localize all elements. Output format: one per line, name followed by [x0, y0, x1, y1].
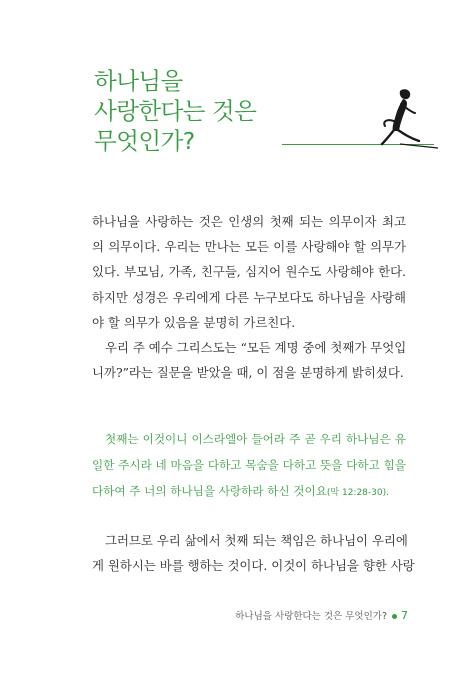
- quote-line: 일한 주시라 네 마음을 다하고 목숨을 다하고 뜻을 다하고 힘을: [92, 457, 406, 472]
- chapter-title-line-2: 사랑한다는 것은: [94, 97, 257, 125]
- quote-line-last: [92, 479, 406, 507]
- paragraph-3: [92, 528, 415, 578]
- scripture-reference: (막 12:28-30).: [326, 487, 389, 498]
- running-title: 하나님을 사랑한다는 것은 무엇인가?: [235, 611, 387, 622]
- paragraph-1: [92, 209, 406, 335]
- figure-front-leg: [382, 130, 394, 144]
- paragraph-1-line: 하나님을 사랑하는 것은 인생의 첫째 되는 의무이자 최고: [92, 214, 406, 229]
- page-number: 7: [401, 609, 408, 622]
- quote-line: 첫째는 이것이니 이스라엘아 들어라 주 곧 우리 하나님은 유: [105, 432, 406, 446]
- figure-head: [400, 89, 410, 99]
- page-footer: [235, 608, 408, 622]
- paragraph-1-line: 있다. 부모님, 가족, 친구들, 심지어 원수도 사랑해야 한다.: [92, 264, 406, 280]
- paragraph-2-line: 니까?”라는 질문을 받았을 때, 이 점을 분명하게 밝히셨다.: [92, 365, 404, 381]
- paragraph-1-line: 의 의무이다. 우리는 만나는 모든 이를 사랑해야 할 의무가: [92, 239, 406, 255]
- bullet-dot-icon: [392, 614, 397, 619]
- paragraph-3-line: 그러므로 우리 삶에서 첫째 되는 책임은 하나님이 우리에: [105, 533, 408, 548]
- scripture-quote: [92, 427, 406, 506]
- paragraph-2-line: 우리 주 예수 그리스도는 “모든 계명 중에 첫째가 무엇입: [105, 340, 407, 356]
- body-paragraphs: [92, 209, 406, 385]
- paragraph-3-line: 게 원하시는 바를 행하는 것이다. 이것이 하나님을 향한 사랑: [92, 558, 415, 574]
- chapter-title-line-3: 무엇인가?: [94, 127, 195, 155]
- chapter-title: [94, 66, 256, 156]
- figure-body: [393, 99, 407, 131]
- quote-line-text: 다하여 주 너의 하나님을 사랑하라 하신 것이요: [92, 483, 327, 498]
- paragraph-1-line: 야 할 의무가 있음을 분명히 가르친다.: [92, 314, 296, 330]
- chapter-title-line-1: 하나님을: [94, 67, 183, 95]
- paragraph-2: [92, 335, 406, 385]
- walking-figure-illustration: [282, 88, 442, 154]
- figure-back-leg: [398, 130, 419, 141]
- paragraph-1-line: 하지만 성경은 우리에게 다른 누구보다도 하나님을 사랑해: [92, 289, 406, 305]
